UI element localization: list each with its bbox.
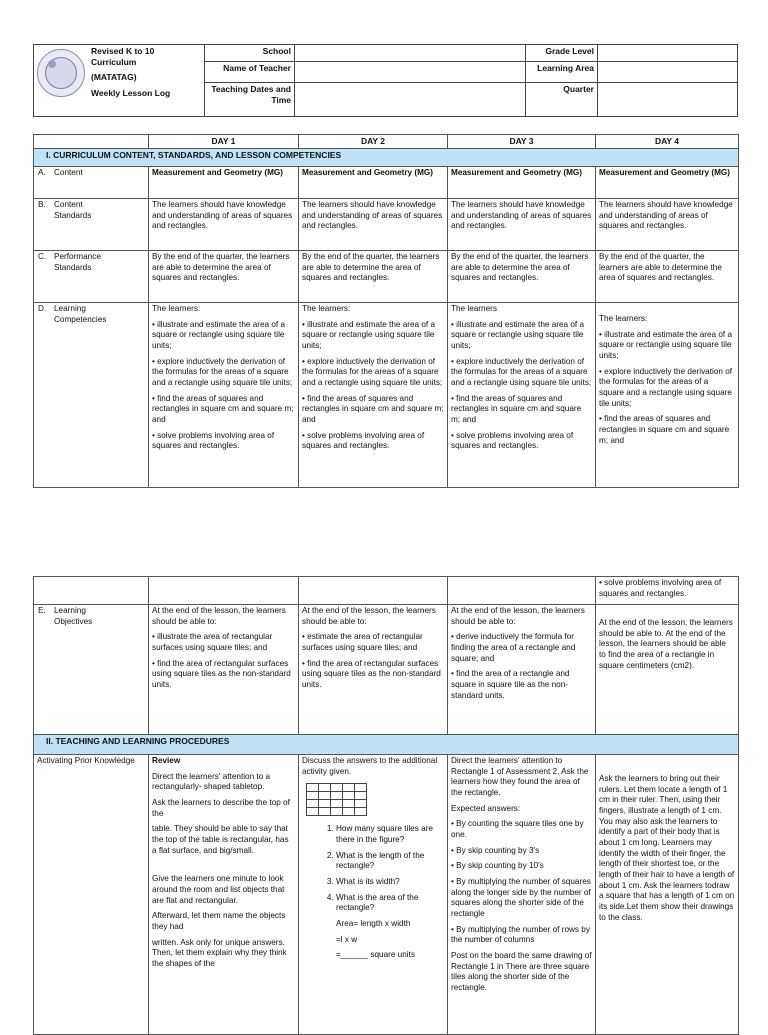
competencies-day1: The learners: • illustrate and estimate the area of a square or rectangle using square tile units; • explore inductively the derivation of the formulas for the areas of a square and a rectangle using square tile units; • find the areas of squares and rectangles in square cm and square m; and • solve problems involving area of squares and rectangles.: [149, 303, 299, 488]
dates-value[interactable]: [295, 83, 526, 117]
teacher-value[interactable]: [295, 62, 526, 83]
prior-day3: Direct the learners' attention to Rectangle 1 of Assessment 2. Ask the learners how they found the area of the rectangle. Expected answers: • By counting the square tiles one by one. • By skip counting by 3's • By skip counting by 10's • By multiplying the number of squares along the longer side by the number of squares along the shorter side of the rectangle • By multiplying the number of rows by the number of columns Post on the board the same drawing of Rectangle 1 in There are three square tiles along the shorter side of the rectangle.: [448, 755, 596, 1035]
competencies-day3: The learners • illustrate and estimate the area of a square or rectangle using square tile units; • explore inductively the derivation of the formulas for the areas of a square and a rectangle using square tile units; • find the areas of squares and rectangles in square cm and square m; and • solve problems involving area of squares and rectangles.: [448, 303, 596, 488]
grade-level-value[interactable]: [598, 45, 738, 62]
prior-day4: Ask the learners to bring out their rulers. Let them locate a length of 1 cm in their ruler. Then, using their fingers, illustrate a length of 1 cm. You may also ask the learners to identify a part of their body that is about 1 cm long. Learners may identify the width of their finger, the length of their shortest toe, or the length of their hair to have a length of about 1 cm. Ask the learners todraw a square that has a length of 1 cm on its side.Let them show their drawings to the class.: [596, 755, 739, 1035]
content-cell: Measurement and Geometry (MG): [596, 167, 739, 199]
objectives-day3: At the end of the lesson, the learners should be able to: • derive inductively the formula for finding the area of a rectangle and square; and • find the area of a rectangle and square in square tile as the non-standard units.: [448, 605, 596, 735]
title-line-1: Revised K to 10 Curriculum: [91, 46, 155, 67]
performance-cell: By the end of the quarter, the learners are able to determine the area of squares and rectangles.: [596, 251, 739, 303]
continued-cell: [34, 577, 149, 605]
row-label-competencies: D. Learning Competencies: [34, 303, 149, 488]
competencies-day2: The learners: • illustrate and estimate the area of a square or rectangle using square tile units; • explore inductively the derivation of the formulas for the areas of a square and a rectangle using square tile units; • find the areas of squares and rectangles in square cm and square m; and • solve problems involving area of squares and rectangles.: [299, 303, 448, 488]
day-header: DAY 3: [448, 135, 596, 149]
standards-cell: The learners should have knowledge and understanding of areas of squares and rectangles.: [299, 199, 448, 251]
standards-cell: The learners should have knowledge and understanding of areas of squares and rectangles.: [149, 199, 299, 251]
lesson-table-page1: [33, 134, 739, 488]
square-tiles-figure: [306, 783, 367, 816]
continued-cell: [149, 577, 299, 605]
prior-day2: Discuss the answers to the additional activity given. 1. How many square tiles are there in the figure? 2. What is the length of the rectangle? 3. What is its width? 4. What is the area of the rectangle? Area= length x width =l x w =______ square units: [299, 755, 448, 1035]
objectives-day4: At the end of the lesson, the learners should be able to. At the end of the lesson, the learners should be able to find the area of a rectangle in square centimeters (cm2).: [596, 605, 739, 735]
quarter-value[interactable]: [598, 83, 738, 117]
content-cell: Measurement and Geometry (MG): [448, 167, 596, 199]
section-heading: II. TEACHING AND LEARNING PROCEDURES: [34, 735, 739, 755]
title-line-3: Weekly Lesson Log: [91, 87, 171, 98]
objectives-day1: At the end of the lesson, the learners should be able to: • illustrate the area of rectangular surfaces using square tiles; and • find the area of rectangular surfaces using square tiles as the non-standard units.: [149, 605, 299, 735]
title-line-2: (MATATAG): [91, 72, 137, 83]
seal-cell: [34, 45, 89, 117]
row-label-prior-knowledge: Activating Prior Knowledge: [34, 755, 149, 1035]
day-header: DAY 1: [149, 135, 299, 149]
continued-cell: [448, 577, 596, 605]
title-cell: [88, 45, 205, 117]
performance-cell: By the end of the quarter, the learners are able to determine the area of squares and rectangles.: [299, 251, 448, 303]
objectives-day2: At the end of the lesson, the learners should be able to: • estimate the area of rectangular surfaces using square tiles; and • find the area of rectangular surfaces using square tiles as the non-standard units.: [299, 605, 448, 735]
question-list: 1. How many square tiles are there in the figure? 2. What is the length of the rectangle? 3. What is its width? 4. What is the area of the rectangle?: [302, 824, 444, 914]
learning-area-label: Learning Area: [526, 62, 598, 83]
prior-day1: Review Direct the learners' attention to a rectangularly- shaped tabletop. Ask the learners to describe the top of the table. They should be able to say that the top of the table is rectangular, has a flat surface, and big/small. Give the learners one minute to look around the room and list objects that are flat and rectangular. Afterward, let them name the objects they had written. Ask only for unique answers. Then, let them explain why they think the shapes of the: [149, 755, 299, 1035]
day-header: DAY 4: [596, 135, 739, 149]
row-label-objectives: E. Learning Objectives: [34, 605, 149, 735]
school-label: School: [205, 45, 295, 62]
dates-label: Teaching Dates and Time: [205, 83, 295, 117]
header-table: [33, 44, 738, 117]
competencies-day4: The learners: • illustrate and estimate the area of a square or rectangle using square tile units; • explore inductively the derivation of the formulas for the areas of a square and a rectangle using square tile units; • find the areas of squares and rectangles in square cm and square m; and: [596, 303, 739, 488]
content-cell: Measurement and Geometry (MG): [149, 167, 299, 199]
content-cell: Measurement and Geometry (MG): [299, 167, 448, 199]
row-label-content: A. Content: [34, 167, 149, 199]
standards-cell: The learners should have knowledge and understanding of areas of squares and rectangles.: [596, 199, 739, 251]
row-label-performance-standards: C. Performance Standards: [34, 251, 149, 303]
learning-area-value[interactable]: [598, 62, 738, 83]
grade-level-label: Grade Level: [526, 45, 598, 62]
competencies-day4-continued: • solve problems involving area of squares and rectangles.: [596, 577, 739, 605]
deped-seal-icon: [37, 49, 85, 97]
day-header: DAY 2: [299, 135, 448, 149]
quarter-label: Quarter: [526, 83, 598, 117]
performance-cell: By the end of the quarter, the learners are able to determine the area of squares and rectangles.: [149, 251, 299, 303]
section-heading: I. CURRICULUM CONTENT, STANDARDS, AND LESSON COMPETENCIES: [34, 149, 739, 167]
performance-cell: By the end of the quarter, the learners are able to determine the area of squares and rectangles.: [448, 251, 596, 303]
lesson-table-page2: [33, 576, 739, 1035]
standards-cell: The learners should have knowledge and understanding of areas of squares and rectangles.: [448, 199, 596, 251]
teacher-label: Name of Teacher: [205, 62, 295, 83]
school-value[interactable]: [295, 45, 526, 62]
row-label-content-standards: B. Content Standards: [34, 199, 149, 251]
continued-cell: [299, 577, 448, 605]
corner-cell: [34, 135, 149, 149]
